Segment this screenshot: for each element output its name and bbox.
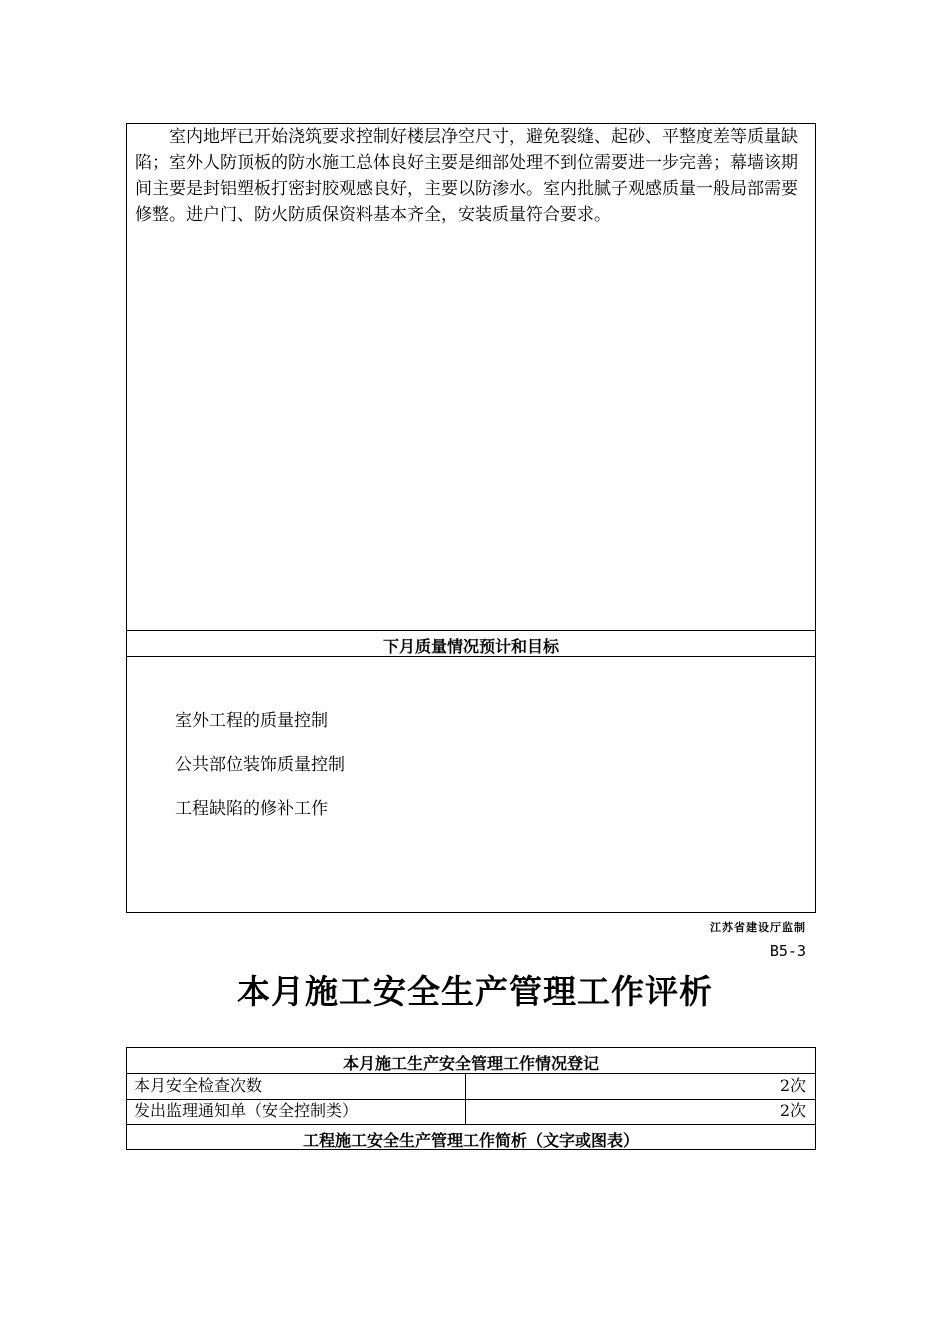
row-value: 2次 (779, 1101, 806, 1120)
goal-item: 公共部位装饰质量控制 (175, 755, 345, 775)
quality-paragraph: 室内地坪已开始浇筑要求控制好楼层净空尺寸，避免裂缝、起砂、平整度差等质量缺陷；室外人防顶板的防水施工总体良好主要是细部处理不到位需要进一步完善；幕墙该期间主要是封铝塑板打密封胶观感良好，主要以防渗水。室内批腻子观感质量一般局部需要修整。进户门、防火防质保资料基本齐全，安装质量符合要求。 (135, 127, 798, 225)
analysis-header: 工程施工安全生产管理工作简析（文字或图表） (302, 1131, 639, 1150)
row-value: 2次 (779, 1076, 806, 1095)
supervisor-note: 江苏省建设厅监制 (710, 921, 806, 934)
register-header: 本月施工生产安全管理工作情况登记 (342, 1054, 599, 1073)
table-divider (126, 1124, 816, 1125)
column-divider (465, 1073, 466, 1125)
table-divider (126, 630, 816, 631)
goal-item: 工程缺陷的修补工作 (175, 799, 328, 819)
row-label: 发出监理通知单（安全控制类） (134, 1101, 359, 1120)
next-month-header: 下月质量情况预计和目标 (382, 637, 559, 656)
goal-item: 室外工程的质量控制 (175, 711, 328, 731)
row-label: 本月安全检查次数 (134, 1076, 263, 1095)
form-code: B5-3 (769, 942, 806, 960)
page-title: 本月施工安全生产管理工作评析 (237, 972, 713, 1011)
